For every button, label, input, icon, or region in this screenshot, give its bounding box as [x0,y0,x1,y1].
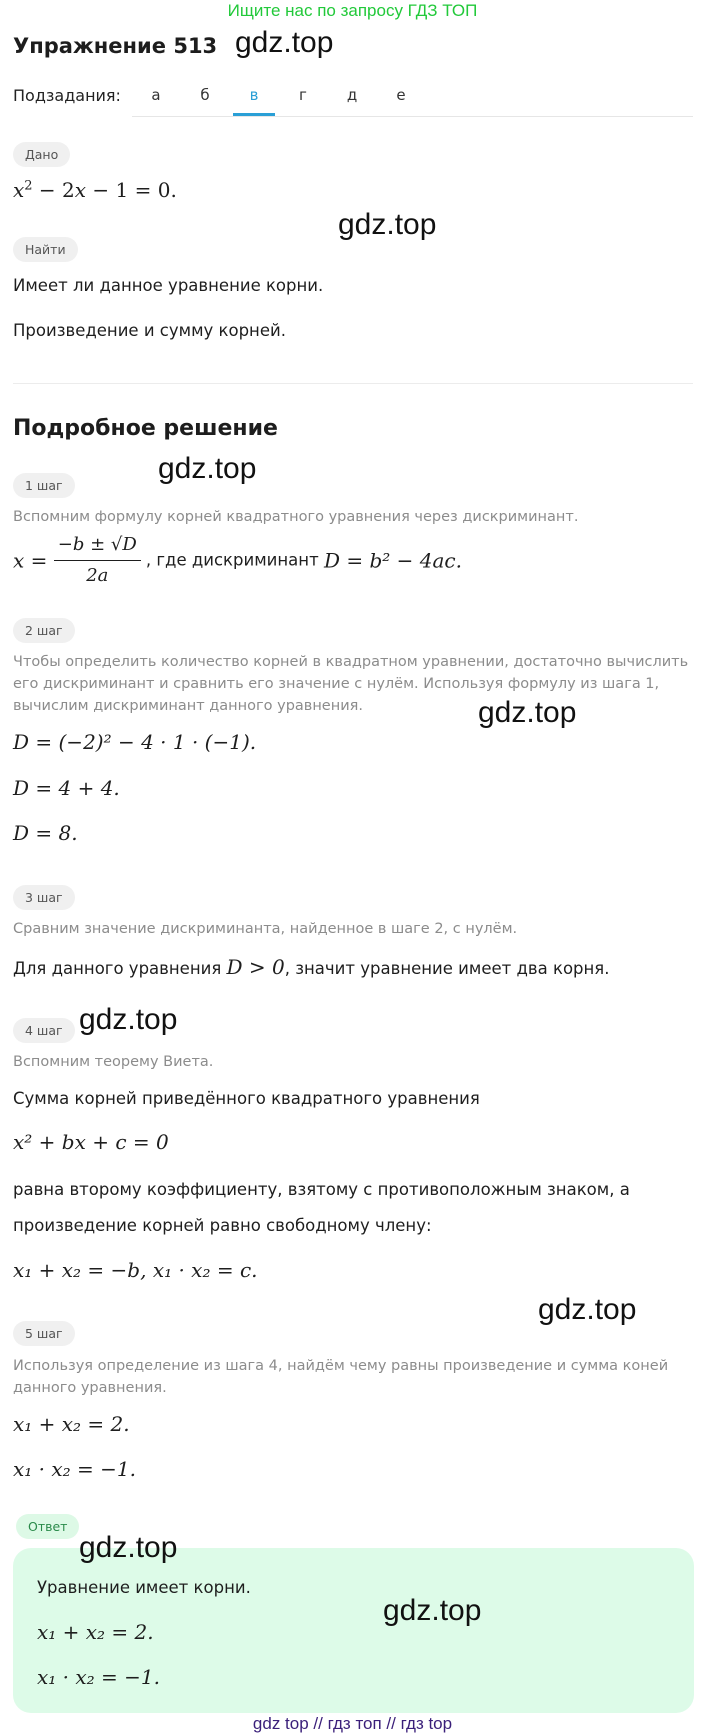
step-2-note-b: его дискриминант и сравнить его значение с нулём. Используя формулу из шага 1, [13,676,660,692]
step-3-badge: 3 шаг [13,885,75,910]
answer-eq-1: x₁ + x₂ = 2. [37,1620,154,1644]
watermark: gdz.top [79,1531,178,1564]
given-badge: Дано [13,142,70,167]
watermark: gdz.top [338,208,437,241]
step-4-note: Вспомним теорему Виета. [13,1054,214,1070]
step-1-formula: x = $\frac{-b \pm √D}{2a}$ , где дискриминант D = b² − 4ac. [13,534,462,586]
step-2-badge: 2 шаг [13,618,75,643]
step-4-badge: 4 шаг [13,1018,75,1043]
step-2-eq-1: D = (−2)² − 4 · 1 · (−1). [13,730,257,754]
step-3-note: Сравним значение дискриминанта, найденное в шаге 2, с нулём. [13,921,518,937]
promo-banner[interactable]: Ищите нас по запросу ГДЗ ТОП [227,1,478,20]
section-divider [13,383,693,384]
watermark: gdz.top [79,1003,178,1036]
tab-d[interactable]: д [346,86,358,104]
step-5-eq-1: x₁ + x₂ = 2. [13,1412,130,1436]
footer-links[interactable]: gdz top // гдз топ // гдз top [252,1714,453,1733]
step-4-vieta: x₁ + x₂ = −b, x₁ · x₂ = c. [13,1258,258,1282]
tab-a[interactable]: а [151,86,161,104]
tab-e[interactable]: е [396,86,406,104]
answer-badge: Ответ [16,1514,79,1539]
step-4-line-2: равна второму коэффициенту, взятому с противоположным знаком, а [13,1180,630,1199]
step-5-badge: 5 шаг [13,1321,75,1346]
step-2-note-a: Чтобы определить количество корней в квадратном уравнении, достаточно вычислить [13,654,689,670]
watermark: gdz.top [235,26,334,59]
step-2-eq-3: D = 8. [13,821,78,845]
find-line-2: Произведение и сумму корней. [13,321,286,340]
subtasks-label: Подзадания: [13,86,121,105]
step-2-note-c: вычислим дискриминант данного уравнения. [13,698,363,714]
tab-v[interactable]: в [249,86,259,104]
find-badge: Найти [13,237,78,262]
find-line-1: Имеет ли данное уравнение корни. [13,276,324,295]
step-2-eq-2: D = 4 + 4. [13,776,120,800]
given-equation: $x^2 - 2x - 1 = 0$. [13,178,177,202]
active-tab-indicator [233,113,275,116]
tabs-divider [132,116,693,117]
step-5-note-b: данного уравнения. [13,1380,167,1396]
step-4-equation: x² + bx + c = 0 [13,1130,169,1154]
step-1-badge: 1 шаг [13,473,75,498]
page-title: Упражнение 513 [13,34,218,58]
step-4-line-1: Сумма корней приведённого квадратного уравнения [13,1089,480,1108]
answer-eq-2: x₁ · x₂ = −1. [37,1665,160,1689]
solution-title: Подробное решение [13,416,278,441]
tab-b[interactable]: б [200,86,210,104]
watermark: gdz.top [478,696,577,729]
watermark: gdz.top [538,1293,637,1326]
step-3-conclusion: Для данного уравнения D > 0, значит уравнение имеет два корня. [13,955,610,979]
step-5-note-a: Используя определение из шага 4, найдём чему равны произведение и сумма коней [13,1358,669,1374]
answer-line-1: Уравнение имеет корни. [37,1578,251,1597]
step-4-line-3: произведение корней равно свободному члену: [13,1216,432,1235]
watermark: gdz.top [383,1594,482,1627]
watermark: gdz.top [158,452,257,485]
step-1-note: Вспомним формулу корней квадратного уравнения через дискриминант. [13,509,579,525]
step-5-eq-2: x₁ · x₂ = −1. [13,1457,136,1481]
tab-g[interactable]: г [299,86,307,104]
